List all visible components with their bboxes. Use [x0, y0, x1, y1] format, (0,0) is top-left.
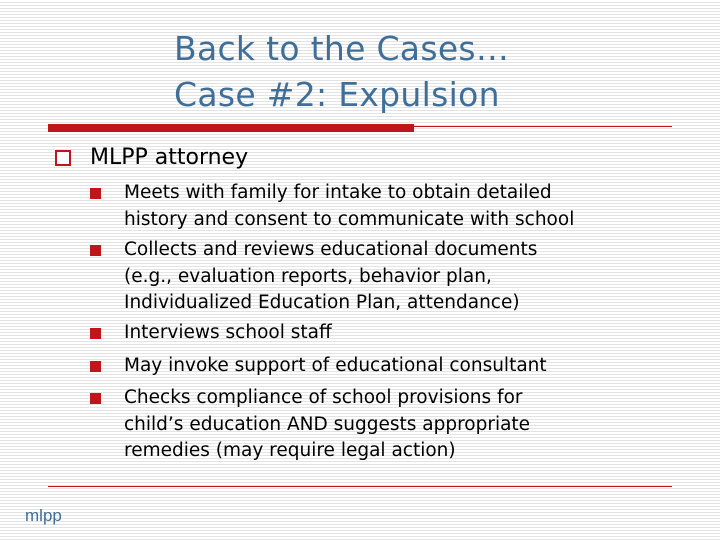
sub-bullet-5-line-2: child’s education AND suggests appropriate [124, 413, 531, 435]
title-line-2: Case #2: Expulsion [174, 75, 500, 114]
filled-square-bullet-icon [90, 361, 101, 372]
main-bullet-text: MLPP attorney [90, 145, 249, 170]
title-line-1: Back to the Cases… [174, 29, 510, 68]
slide-title [174, 26, 694, 118]
sub-bullet-5-line-3: remedies (may require legal action) [124, 440, 456, 461]
filled-square-bullet-icon [90, 393, 101, 404]
filled-square-bullet-icon [90, 245, 101, 256]
sub-bullet-1 [124, 180, 684, 233]
mlpp-logo: mlpp [25, 506, 62, 525]
sub-bullet-5 [124, 385, 684, 465]
hollow-square-bullet-icon [55, 150, 71, 166]
sub-bullet-4-line-1: May invoke support of educational consultant [124, 355, 547, 376]
sub-bullet-1-line-2: history and consent to communicate with school [124, 208, 575, 230]
sub-bullet-2-line-1: Collects and reviews educational documents [124, 239, 538, 260]
footer-divider [48, 486, 672, 487]
sub-bullet-3 [124, 320, 684, 347]
sub-bullet-3-line-1: Interviews school staff [124, 322, 332, 343]
title-divider-thin [414, 126, 672, 127]
sub-bullet-4 [124, 353, 684, 380]
filled-square-bullet-icon [90, 328, 101, 339]
sub-bullet-5-line-1: Checks compliance of school provisions for [124, 387, 523, 408]
main-bullet [62, 142, 248, 174]
filled-square-bullet-icon [90, 188, 101, 199]
sub-bullet-2 [124, 237, 684, 317]
title-divider-thick [48, 124, 414, 132]
sub-bullet-1-line-1: Meets with family for intake to obtain detailed [124, 182, 552, 203]
sub-bullet-2-line-3: Individualized Education Plan, attendance) [124, 292, 520, 313]
sub-bullet-2-line-2: (e.g., evaluation reports, behavior plan, [124, 265, 492, 287]
